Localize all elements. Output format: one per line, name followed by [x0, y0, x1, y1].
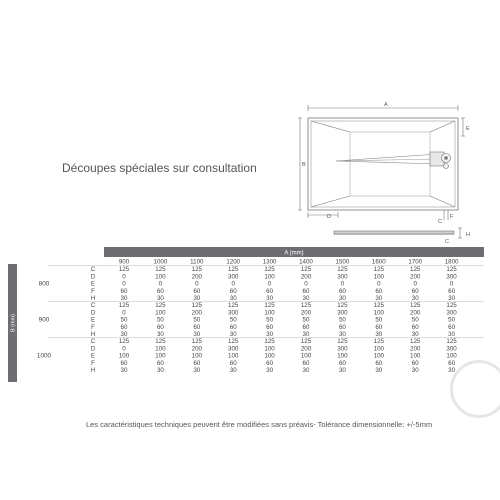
table-cell: 125 — [446, 302, 457, 310]
b-axis-label: B (mm) — [10, 313, 17, 333]
table-cell: 125 — [373, 338, 384, 346]
a-axis-label: A (mm) — [284, 250, 304, 257]
table-cell: 100 — [191, 352, 202, 360]
table-cell: 60 — [338, 359, 346, 367]
row-code: E — [90, 317, 96, 324]
table-cell: 60 — [156, 323, 164, 331]
table-cell: 125 — [410, 266, 421, 274]
dim-label-h: H — [466, 232, 470, 238]
table-cell: 125 — [118, 302, 130, 310]
table-cell: 300 — [446, 345, 457, 353]
b-group-label: 1000 — [36, 352, 52, 360]
table-cell: 200 — [300, 309, 312, 317]
table-cell: 300 — [337, 345, 348, 353]
table-cell: 60 — [193, 323, 201, 331]
table-cell: 30 — [375, 295, 383, 302]
row-code: H — [90, 368, 96, 374]
table-cell: 60 — [120, 359, 128, 367]
table-cell: 30 — [193, 367, 201, 374]
table-cell: 30 — [266, 295, 274, 302]
table-cell: 100 — [228, 352, 239, 360]
table-cell: 60 — [448, 323, 456, 331]
table-cell: 100 — [118, 352, 130, 360]
table-cell: 30 — [302, 367, 310, 374]
table-cell: 30 — [411, 331, 419, 338]
table-cell: 60 — [448, 359, 456, 367]
table-cell: 125 — [446, 338, 457, 346]
table-cell: 60 — [156, 359, 164, 367]
table-cell: 125 — [264, 266, 275, 274]
table-cell: 200 — [191, 345, 202, 353]
row-code: C — [90, 339, 96, 346]
table-cell: 30 — [266, 331, 274, 338]
table-body — [37, 259, 484, 375]
top-view — [298, 105, 465, 220]
table-cell: 300 — [337, 273, 348, 281]
table-cell: 60 — [411, 323, 419, 331]
b-group-label: 800 — [38, 280, 50, 288]
table-cell: 60 — [338, 287, 346, 295]
table-cell: 0 — [377, 280, 381, 288]
table-cell: 60 — [375, 359, 383, 367]
dim-label-c-side: C — [445, 239, 449, 245]
table-cell: 125 — [446, 266, 457, 274]
row-code: F — [91, 360, 95, 367]
table-cell: 0 — [122, 273, 126, 281]
table-cell: 125 — [155, 338, 166, 346]
table-cell: 60 — [302, 359, 310, 367]
table-cell: 30 — [302, 331, 310, 338]
table-cell: 100 — [337, 352, 348, 360]
table-cell: 125 — [191, 302, 202, 310]
table-cell: 100 — [264, 309, 275, 317]
dim-label-a: A — [384, 102, 388, 108]
a-column-header: 1700 — [408, 258, 423, 266]
table-cell: 125 — [300, 338, 312, 346]
table-cell: 125 — [337, 266, 348, 274]
table-cell: 60 — [375, 287, 383, 295]
table-cell: 300 — [446, 309, 457, 317]
table-cell: 30 — [229, 367, 237, 374]
table-cell: 30 — [193, 331, 201, 338]
table-cell: 50 — [229, 316, 237, 324]
table-cell: 50 — [266, 316, 274, 324]
table-cell: 125 — [373, 266, 384, 274]
page-headline: Découpes spéciales sur consultation — [62, 161, 257, 175]
table-cell: 200 — [191, 273, 202, 281]
table-cell: 50 — [193, 316, 201, 324]
table-cell: 30 — [229, 295, 237, 302]
table-cell: 0 — [304, 280, 308, 288]
table-cell: 50 — [338, 316, 346, 324]
table-cell: 30 — [448, 295, 456, 302]
table-cell: 125 — [118, 266, 130, 274]
table-cell: 0 — [340, 280, 345, 288]
shower-tray-diagram — [298, 98, 480, 248]
a-column-header: 1100 — [190, 258, 204, 266]
table-cell: 60 — [193, 359, 201, 367]
table-cell: 200 — [410, 309, 421, 317]
table-cell: 100 — [155, 273, 166, 281]
table-cell: 125 — [337, 302, 348, 310]
a-column-header: 1500 — [335, 258, 350, 266]
table-cell: 0 — [267, 280, 272, 288]
table-cell: 60 — [229, 287, 237, 295]
dim-label-e: E — [466, 126, 470, 132]
table-cell: 30 — [193, 295, 201, 302]
table-cell: 0 — [449, 280, 454, 288]
row-code: C — [90, 303, 96, 310]
row-code: C — [90, 267, 96, 274]
footnote: Les caractéristiques techniques peuvent être modifiées sans préavis- Tolérance dimensionnelle: +/-5mm — [86, 420, 433, 429]
table-cell: 125 — [410, 302, 421, 310]
table-cell: 125 — [191, 266, 202, 274]
dim-label-d: D — [327, 214, 331, 220]
table-cell: 50 — [411, 316, 419, 324]
table-cell: 125 — [118, 338, 130, 346]
table-cell: 30 — [266, 367, 274, 374]
table-cell: 125 — [155, 302, 166, 310]
table-cell: 125 — [228, 338, 239, 346]
table-cell: 100 — [264, 273, 275, 281]
table-cell: 125 — [373, 302, 384, 310]
row-code: E — [90, 281, 96, 288]
dim-label-c: C — [438, 219, 442, 225]
table-cell: 100 — [373, 273, 384, 281]
table-cell: 100 — [373, 345, 384, 353]
table-cell: 125 — [191, 338, 202, 346]
table-cell: 125 — [300, 266, 312, 274]
table-cell: 0 — [413, 280, 417, 288]
a-column-header: 900 — [118, 258, 130, 266]
dim-label-b: B — [302, 162, 306, 168]
table-cell: 30 — [411, 367, 419, 374]
table-cell: 30 — [448, 331, 456, 338]
table-cell: 100 — [373, 352, 384, 360]
a-column-header: 1000 — [153, 258, 168, 266]
table-cell: 50 — [375, 316, 383, 324]
table-cell: 100 — [300, 352, 312, 360]
side-view — [334, 228, 462, 238]
table-cell: 60 — [266, 287, 274, 295]
table-cell: 30 — [375, 367, 383, 374]
table-cell: 125 — [228, 266, 239, 274]
row-code: H — [90, 296, 96, 302]
table-cell: 100 — [410, 352, 421, 360]
table-cell: 30 — [120, 295, 128, 302]
decorative-ring — [450, 360, 500, 418]
table-cell: 30 — [156, 295, 164, 302]
table-cell: 0 — [122, 280, 126, 288]
table-cell: 100 — [155, 309, 166, 317]
row-code: D — [90, 346, 96, 353]
table-cell: 30 — [120, 331, 128, 338]
table-cell: 30 — [156, 367, 164, 374]
table-cell: 100 — [264, 345, 275, 353]
row-code: D — [90, 310, 96, 317]
table-cell: 30 — [156, 331, 164, 338]
table-cell: 60 — [338, 323, 346, 331]
table-cell: 30 — [338, 331, 346, 338]
table-cell: 60 — [266, 359, 274, 367]
b-group-label: 900 — [38, 316, 50, 324]
table-cell: 60 — [120, 287, 128, 295]
table-cell: 100 — [155, 352, 166, 360]
table-cell: 50 — [448, 316, 456, 324]
table-cell: 200 — [191, 309, 202, 317]
dimension-table — [8, 247, 484, 382]
row-code: F — [91, 288, 95, 295]
table-cell: 30 — [448, 367, 456, 374]
row-code: E — [90, 353, 96, 360]
row-code: F — [91, 324, 95, 331]
table-cell: 200 — [300, 345, 312, 353]
table-cell: 30 — [302, 295, 310, 302]
table-cell: 60 — [193, 287, 201, 295]
a-column-header: 1600 — [371, 258, 386, 266]
table-cell: 60 — [266, 323, 274, 331]
table-cell: 200 — [300, 273, 312, 281]
table-cell: 0 — [195, 280, 199, 288]
table-cell: 100 — [264, 352, 275, 360]
table-cell: 125 — [264, 338, 275, 346]
table-cell: 60 — [302, 287, 310, 295]
table-cell: 300 — [337, 309, 348, 317]
a-column-header: 1200 — [226, 258, 241, 266]
table-cell: 0 — [122, 309, 126, 317]
table-cell: 60 — [229, 359, 237, 367]
table-cell: 60 — [229, 323, 237, 331]
row-code: D — [90, 274, 96, 281]
table-cell: 50 — [302, 316, 310, 324]
table-cell: 60 — [156, 287, 164, 295]
table-cell: 0 — [158, 280, 163, 288]
table-cell: 100 — [155, 345, 166, 353]
table-cell: 60 — [120, 323, 128, 331]
table-cell: 30 — [338, 367, 346, 374]
dim-label-f: F — [450, 214, 454, 220]
table-cell: 50 — [120, 316, 128, 324]
table-cell: 30 — [411, 295, 419, 302]
table-cell: 0 — [122, 345, 126, 353]
table-cell: 0 — [231, 280, 235, 288]
table-cell: 125 — [300, 302, 312, 310]
tray-profile — [334, 231, 454, 234]
table-cell: 125 — [228, 302, 239, 310]
table-cell: 30 — [120, 367, 128, 374]
table-cell: 100 — [373, 309, 384, 317]
table-cell: 300 — [228, 273, 239, 281]
table-cell: 60 — [375, 323, 383, 331]
table-cell: 300 — [446, 273, 457, 281]
table-cell: 60 — [302, 323, 310, 331]
row-code: H — [90, 332, 96, 338]
a-column-header: 1300 — [262, 258, 277, 266]
table-cell: 300 — [228, 309, 239, 317]
table-cell: 125 — [337, 338, 348, 346]
a-column-header: 1800 — [444, 258, 459, 266]
table-cell: 200 — [410, 345, 421, 353]
table-cell: 30 — [229, 331, 237, 338]
table-cell: 30 — [338, 295, 346, 302]
table-cell: 200 — [410, 273, 421, 281]
table-cell: 60 — [448, 287, 456, 295]
table-cell: 125 — [264, 302, 275, 310]
table-cell: 60 — [411, 287, 419, 295]
table-cell: 100 — [446, 352, 457, 360]
table-cell: 50 — [156, 316, 164, 324]
table-cell: 60 — [411, 359, 419, 367]
table-cell: 125 — [155, 266, 166, 274]
table-cell: 300 — [228, 345, 239, 353]
table-cell: 30 — [375, 331, 383, 338]
table-cell: 125 — [410, 338, 421, 346]
a-column-header: 1400 — [299, 258, 313, 266]
